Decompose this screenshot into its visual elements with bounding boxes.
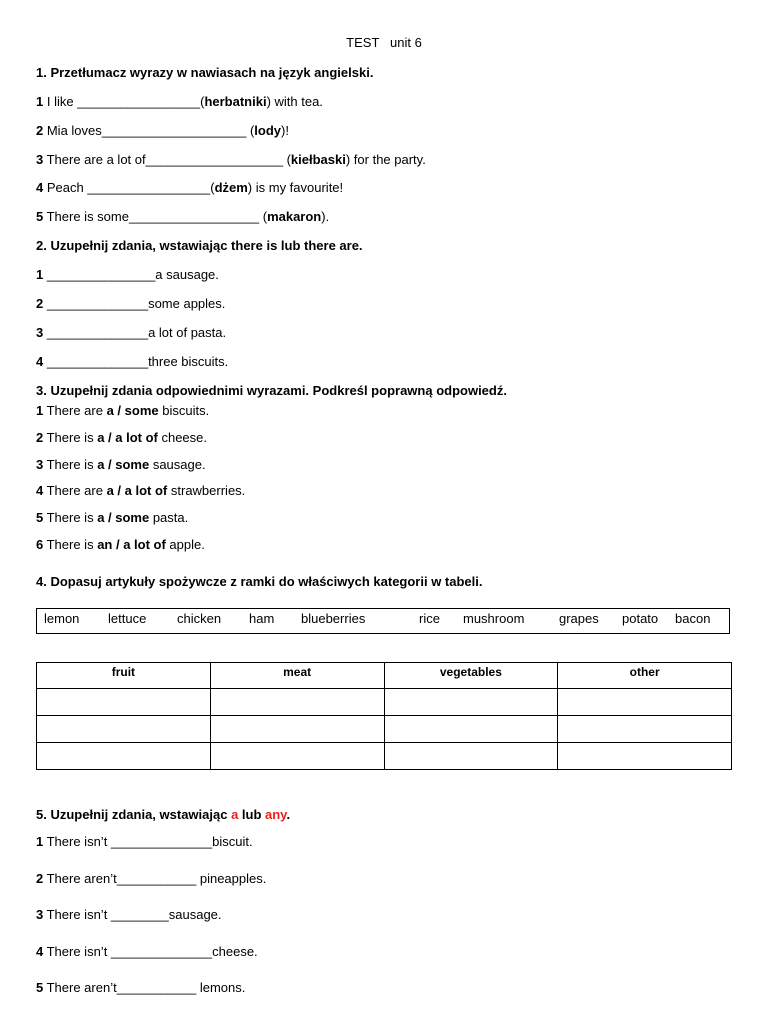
item-text: There are [43,403,107,418]
table-cell-blank[interactable] [558,716,732,743]
item-number: 3 [36,152,44,167]
item-text: ______________some apples. [43,296,226,311]
word-bank-item: bacon [675,611,711,626]
section-1-item [36,180,343,196]
section-3-item [36,430,207,446]
section-3-item [36,457,206,473]
item-text: There are [43,483,107,498]
table-row [37,716,732,743]
section-3-item [36,537,205,553]
word-bank-item: ham [249,611,275,626]
table-cell-blank[interactable] [210,716,384,743]
item-text: There is [43,510,98,525]
section-2-item [36,267,219,283]
section-1-item [36,123,289,139]
word-bank-item: chicken [177,611,222,626]
item-keyword: dżem [214,180,248,195]
word-bank-item: rice [419,611,440,626]
table-cell-blank[interactable] [210,689,384,716]
column-header-fruit: fruit [37,663,211,689]
item-text: Mia loves____________________ ( [43,123,255,138]
section-1-heading: 1. Przetłumacz wyrazy w nawiasach na język angielski. [36,65,374,80]
item-text: There aren’t___________ pineapples. [43,871,267,886]
word-bank-item: potato [622,611,659,626]
section-3-item [36,403,209,419]
section-5-item [36,907,222,923]
item-number: 6 [36,537,44,552]
item-number: 2 [36,123,44,138]
word-bank-item: lemon [44,611,80,626]
section-5-heading [36,807,290,823]
item-text: pasta. [149,510,189,525]
item-text: There is some__________________ ( [43,209,268,224]
item-text: apple. [165,537,205,552]
section-5-item [36,944,258,960]
item-number: 5 [36,510,44,525]
word-bank-item: grapes [559,611,599,626]
item-text: There aren’t___________ lemons. [43,980,246,995]
section-5-item [36,871,266,887]
column-header-vegetables: vegetables [384,663,558,689]
section-1-item [36,94,323,110]
section-3-item [36,483,245,499]
table-cell-blank[interactable] [37,743,211,770]
item-number: 1 [36,94,44,109]
section-5-item [36,834,253,850]
item-options: a / a lot of [97,430,158,445]
item-number: 4 [36,944,44,959]
table-cell-blank[interactable] [558,689,732,716]
item-number: 2 [36,871,44,886]
section-2-item [36,325,226,341]
item-text: ) is my favourite! [247,180,344,195]
item-number: 4 [36,180,44,195]
item-number: 2 [36,430,44,445]
category-table [36,662,732,770]
item-text: ______________three biscuits. [43,354,229,369]
item-keyword: lody [254,123,282,138]
table-row [37,689,732,716]
item-number: 1 [36,403,44,418]
item-text: biscuits. [158,403,210,418]
heading-highlight-a: a [231,807,239,822]
table-cell-blank[interactable] [384,689,558,716]
item-number: 3 [36,907,44,922]
section-3-item [36,510,188,526]
item-text: There isn’t ________sausage. [43,907,222,922]
table-row [37,743,732,770]
heading-text: lub [238,807,266,822]
item-text: Peach _________________( [43,180,215,195]
item-options: a / some [97,510,150,525]
heading-text: 5. Uzupełnij zdania, wstawiając [36,807,232,822]
table-cell-blank[interactable] [210,743,384,770]
item-number: 3 [36,457,44,472]
column-header-meat: meat [210,663,384,689]
item-text: There is [43,457,98,472]
item-number: 5 [36,209,44,224]
item-text: cheese. [157,430,208,445]
item-options: a / a lot of [106,483,168,498]
table-cell-blank[interactable] [37,716,211,743]
item-keyword: kiełbaski [290,152,346,167]
section-1-item [36,152,426,168]
column-header-other: other [558,663,732,689]
heading-text: . [286,807,291,822]
item-options: an / a lot of [97,537,166,552]
item-number: 4 [36,483,44,498]
item-number: 2 [36,296,44,311]
item-number: 5 [36,980,44,995]
item-options: a / some [97,457,150,472]
item-text: ______________a lot of pasta. [43,325,227,340]
table-header-row [37,663,732,689]
section-3-heading: 3. Uzupełnij zdania odpowiednimi wyrazami. Podkreśl poprawną odpowiedź. [36,383,507,398]
table-cell-blank[interactable] [384,716,558,743]
table-cell-blank[interactable] [558,743,732,770]
section-2-item [36,296,225,312]
word-bank-item: lettuce [108,611,147,626]
section-2-heading: 2. Uzupełnij zdania, wstawiając there is lub there are. [36,238,363,253]
section-1-item [36,209,329,225]
item-text: ). [321,209,330,224]
word-bank-box [36,608,730,634]
word-bank-item: blueberries [301,611,366,626]
item-text: There isn’t ______________cheese. [43,944,258,959]
item-text: There is [43,430,98,445]
item-keyword: herbatniki [204,94,267,109]
page-title: TEST unit 6 [346,35,422,50]
table-cell-blank[interactable] [384,743,558,770]
item-number: 1 [36,267,44,282]
table-cell-blank[interactable] [37,689,211,716]
section-4-heading: 4. Dopasuj artykuły spożywcze z ramki do właściwych kategorii w tabeli. [36,574,483,589]
item-text: _______________a sausage. [43,267,219,282]
item-number: 3 [36,325,44,340]
item-text: strawberries. [167,483,246,498]
item-text: sausage. [149,457,206,472]
item-text: )! [281,123,289,138]
item-text: ) for the party. [345,152,426,167]
item-number: 1 [36,834,44,849]
item-number: 4 [36,354,44,369]
section-5-item [36,980,245,996]
section-2-item [36,354,228,370]
item-text: There are a lot of___________________ ( [43,152,291,167]
item-keyword: makaron [267,209,322,224]
item-text: There is [43,537,98,552]
item-options: a / some [106,403,159,418]
item-text: There isn’t ______________biscuit. [43,834,253,849]
item-text: I like _________________( [43,94,205,109]
item-text: ) with tea. [266,94,323,109]
heading-highlight-any: any [265,807,287,822]
word-bank-item: mushroom [463,611,525,626]
